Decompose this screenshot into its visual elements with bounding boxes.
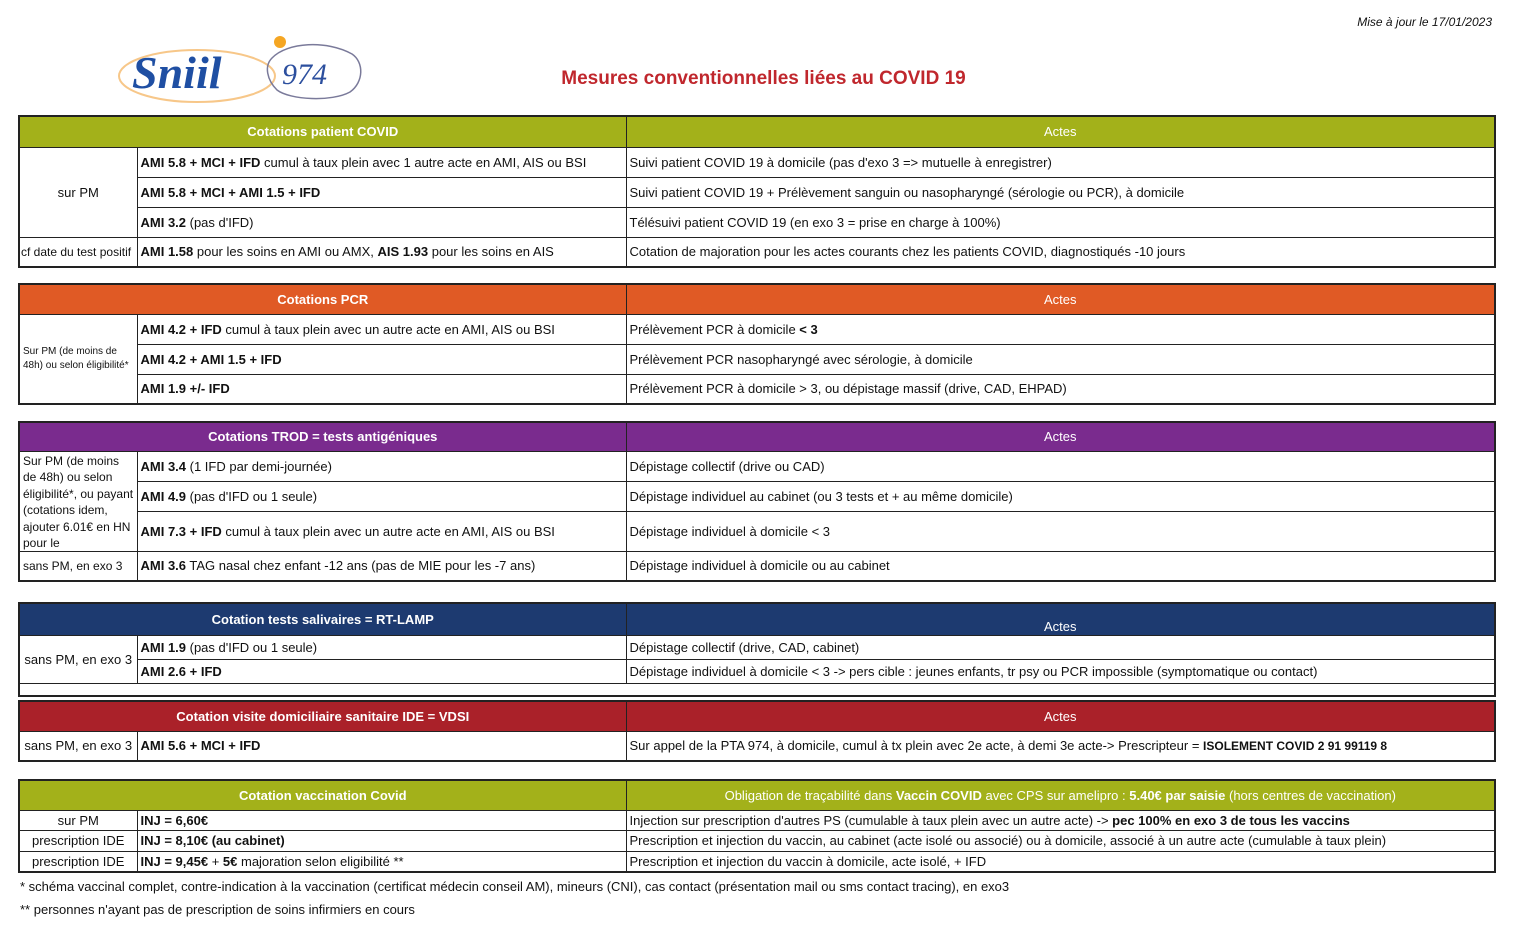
table-row [19,314,1495,344]
cotation-cell: AMI 7.3 + IFD cumul à taux plein avec un autre acte en AMI, AIS ou BSI [137,512,626,551]
table-row [19,344,1495,374]
table-row [19,851,1495,872]
table-row [19,374,1495,404]
logo-text: Sniil [132,47,222,98]
vaccin-label: prescription IDE [19,851,137,872]
table-row [19,451,1495,481]
footnote-2: ** personnes n'ayant pas de prescription de soins infirmiers en cours [20,902,415,917]
vdsi-table [18,700,1496,762]
cotation-cell: AMI 4.2 + AMI 1.5 + IFD [137,344,626,374]
vdsi-actes-header: Actes [626,701,1495,731]
acte-cell: Injection sur prescription d'autres PS (cumulable à taux plein avec un autre acte) -> pec 100% en exo 3 de tous les vaccins [626,810,1495,830]
pcr-group-label: Sur PM (de moins de 48h) ou selon éligibilité* [19,314,137,404]
covid-group-label: sur PM [19,147,137,237]
acte-cell: Sur appel de la PTA 974, à domicile, cumul à tx plein avec 2e acte, à demi 3e acte-> Prescripteur = ISOLEMENT COVID 2 91 99119 8 [626,731,1495,761]
vaccin-actes-header: Obligation de traçabilité dans Vaccin COVID avec CPS sur amelipro : 5.40€ par saisie (hors centres de vaccination) [626,780,1495,810]
table-row [19,830,1495,851]
pcr-actes-header: Actes [626,284,1495,314]
trod-group-label: Sur PM (de moins de 48h) ou selon éligibilité*, ou payant (cotations idem, ajouter 6.01€ en HN pour le [19,451,137,551]
vaccin-header: Cotation vaccination Covid [19,780,626,810]
trod-actes-header: Actes [626,422,1495,451]
salivaire-table [18,602,1496,697]
acte-cell: Dépistage individuel à domicile < 3 [626,512,1495,551]
cotation-cell: AMI 1.58 pour les soins en AMI ou AMX, AIS 1.93 pour les soins en AIS [137,237,626,267]
covid-last-label: cf date du test positif [19,237,137,267]
vaccin-table [18,779,1496,873]
acte-cell: Dépistage collectif (drive ou CAD) [626,451,1495,481]
vdsi-header: Cotation visite domiciliaire sanitaire IDE = VDSI [19,701,626,731]
covid-actes-header: Actes [626,116,1495,147]
acte-cell: Prélèvement PCR à domicile < 3 [626,314,1495,344]
covid-table [18,115,1496,268]
vdsi-label: sans PM, en exo 3 [19,731,137,761]
table-row [19,237,1495,267]
table-row [19,512,1495,551]
table-row [19,731,1495,761]
acte-cell: Suivi patient COVID 19 à domicile (pas d'exo 3 => mutuelle à enregistrer) [626,147,1495,177]
cotation-cell: AMI 3.6 TAG nasal chez enfant -12 ans (pas de MIE pour les -7 ans) [137,551,626,581]
cotation-cell: INJ = 8,10€ (au cabinet) [137,830,626,851]
table-row [19,207,1495,237]
vaccin-label: prescription IDE [19,830,137,851]
salivaire-group-label: sans PM, en exo 3 [19,635,137,683]
cotation-cell: AMI 4.9 (pas d'IFD ou 1 seule) [137,481,626,511]
acte-cell: Cotation de majoration pour les actes courants chez les patients COVID, diagnostiqués -10 jours [626,237,1495,267]
cotation-cell: AMI 3.2 (pas d'IFD) [137,207,626,237]
table-row [19,481,1495,511]
pcr-table [18,283,1496,405]
acte-cell: Prescription et injection du vaccin à domicile, acte isolé, + IFD [626,851,1495,872]
cotation-cell: AMI 1.9 (pas d'IFD ou 1 seule) [137,635,626,659]
acte-cell: Dépistage collectif (drive, CAD, cabinet) [626,635,1495,659]
cotation-cell: AMI 2.6 + IFD [137,659,626,683]
cotation-cell: AMI 1.9 +/- IFD [137,374,626,404]
page-title: Mesures conventionnelles liées au COVID 19 [561,68,966,89]
acte-cell: Prescription et injection du vaccin, au cabinet (acte isolé ou associé) ou à domicile, associé à un autre acte (cumulable à taux plein) [626,830,1495,851]
acte-cell: Dépistage individuel à domicile ou au cabinet [626,551,1495,581]
acte-cell: Prélèvement PCR à domicile > 3, ou dépistage massif (drive, CAD, EHPAD) [626,374,1495,404]
vaccin-label: sur PM [19,810,137,830]
acte-cell: Dépistage individuel au cabinet (ou 3 tests et + au même domicile) [626,481,1495,511]
cotation-cell: AMI 4.2 + IFD cumul à taux plein avec un autre acte en AMI, AIS ou BSI [137,314,626,344]
cotation-cell: AMI 3.4 (1 IFD par demi-journée) [137,451,626,481]
salivaire-header: Cotation tests salivaires = RT-LAMP [19,603,626,635]
update-date: Mise à jour le 17/01/2023 [1357,15,1492,29]
cotation-cell: INJ = 9,45€ + 5€ majoration selon eligibilité ** [137,851,626,872]
spacer-row [19,683,1495,696]
covid-header: Cotations patient COVID [19,116,626,147]
cotation-cell: AMI 5.8 + MCI + IFD cumul à taux plein avec 1 autre acte en AMI, AIS ou BSI [137,147,626,177]
trod-header: Cotations TROD = tests antigéniques [19,422,626,451]
cotation-cell: INJ = 6,60€ [137,810,626,830]
spacer-cell [19,683,1495,696]
table-row [19,551,1495,581]
cotation-cell: AMI 5.6 + MCI + IFD [137,731,626,761]
acte-cell: Télésuivi patient COVID 19 (en exo 3 = prise en charge à 100%) [626,207,1495,237]
table-row [19,659,1495,683]
cotation-cell: AMI 5.8 + MCI + AMI 1.5 + IFD [137,177,626,207]
table-row [19,147,1495,177]
salivaire-actes-header: Actes [626,603,1495,635]
table-row [19,810,1495,830]
trod-table [18,421,1496,582]
pcr-header: Cotations PCR [19,284,626,314]
trod-last-label: sans PM, en exo 3 [19,551,137,581]
table-row [19,177,1495,207]
footnote-1: * schéma vaccinal complet, contre-indication à la vaccination (certificat médecin conseil AM), mineurs (CNI), cas contact (présentation mail ou sms contact tracing), en exo3 [20,879,1010,894]
logo-number: 974 [282,58,327,91]
table-row [19,635,1495,659]
acte-cell: Prélèvement PCR nasopharyngé avec sérologie, à domicile [626,344,1495,374]
acte-cell: Suivi patient COVID 19 + Prélèvement sanguin ou nasopharyngé (sérologie ou PCR), à domicile [626,177,1495,207]
acte-cell: Dépistage individuel à domicile < 3 -> pers cible : jeunes enfants, tr psy ou PCR impossible (symptomatique ou contact) [626,659,1495,683]
